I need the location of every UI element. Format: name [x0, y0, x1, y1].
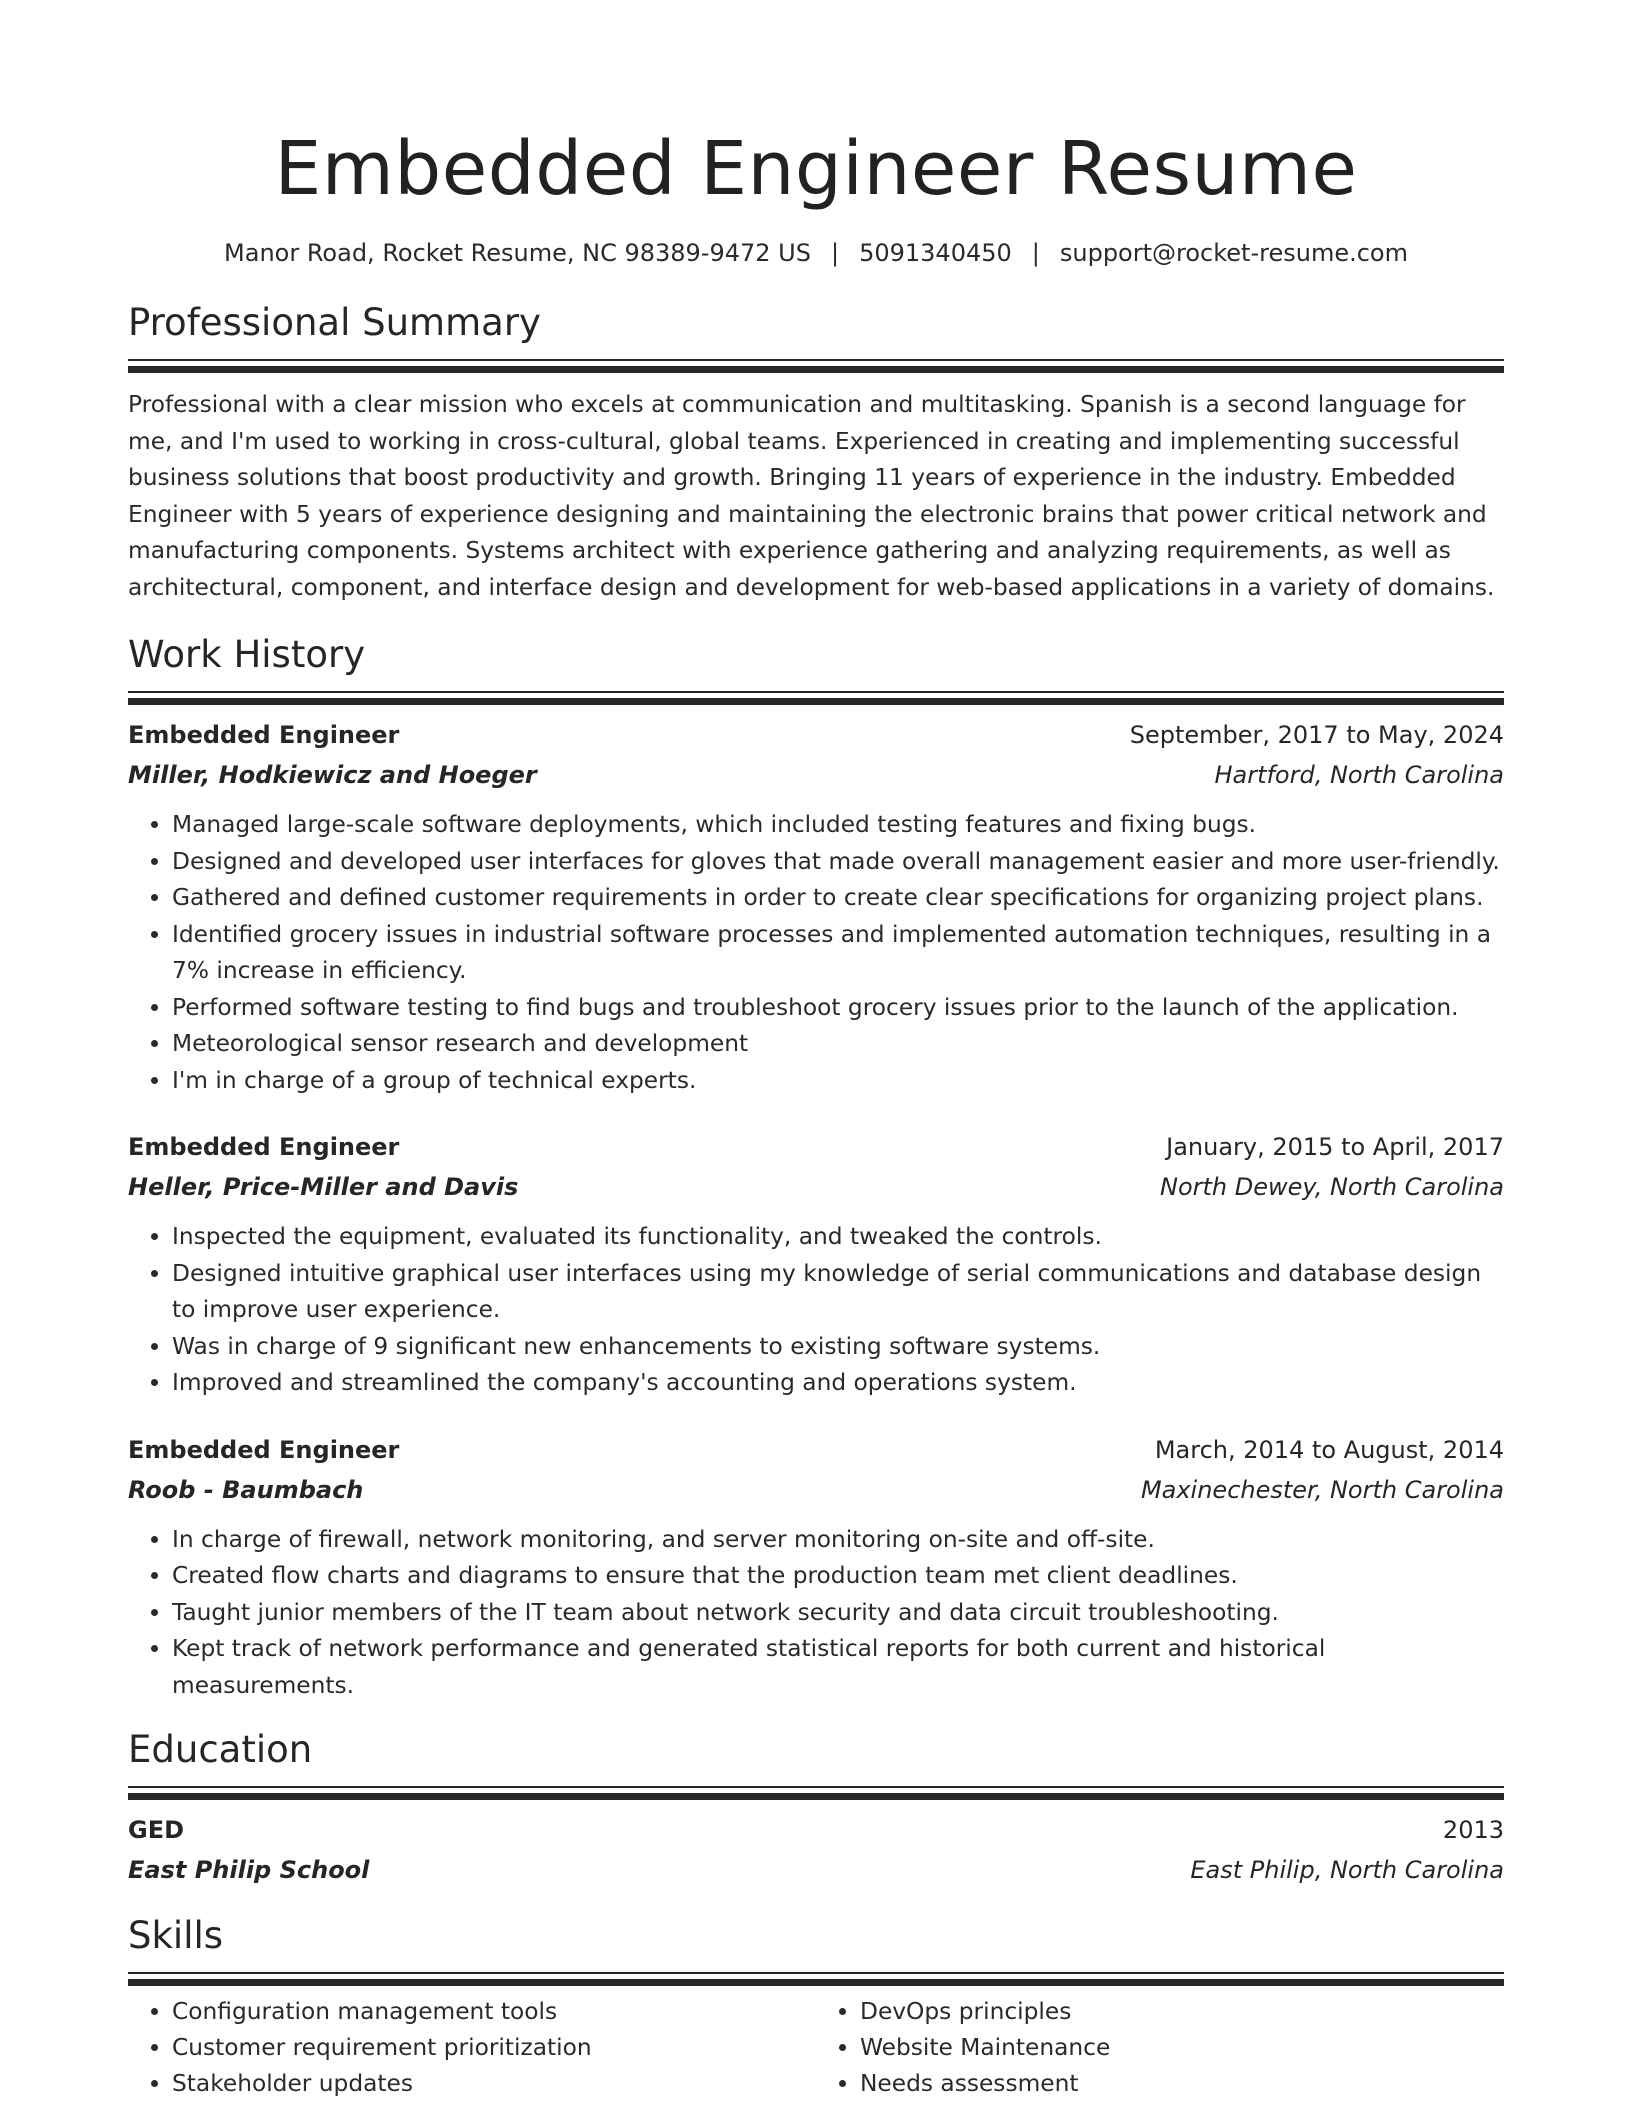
job-title: Embedded Engineer [128, 721, 400, 749]
list-item: • Identified grocery issues in industrial software processes and implemented automation techniques, resulting in a 7% increase in efficiency. [172, 917, 1504, 990]
job-dates: January, 2015 to April, 2017 [1166, 1133, 1504, 1161]
list-item: • Meteorological sensor research and development [172, 1026, 1504, 1063]
list-item: • Configuration management tools [172, 1994, 816, 2030]
education-subheader [128, 1850, 1504, 1890]
contact-address: Manor Road, Rocket Resume, NC 98389-9472 US [224, 239, 811, 267]
skills-section [128, 1912, 1504, 2102]
job-location: North Dewey, North Carolina [1159, 1173, 1504, 1201]
list-item: • Improved and streamlined the company's accounting and operations system. [172, 1365, 1504, 1402]
resume-page [128, 0, 1504, 2102]
job-bullets [128, 1219, 1504, 1402]
education-school: East Philip School [128, 1856, 370, 1884]
section-divider [128, 359, 1504, 373]
job-company: Miller, Hodkiewicz and Hoeger [128, 761, 537, 789]
section-divider [128, 691, 1504, 705]
job-dates: March, 2014 to August, 2014 [1154, 1435, 1504, 1464]
list-item: • Designed intuitive graphical user interfaces using my knowledge of serial communications and database design to improve user experience. [172, 1256, 1504, 1329]
education-degree: GED [128, 1816, 185, 1844]
list-item: • Was in charge of 9 significant new enhancements to existing software systems. [172, 1329, 1504, 1366]
list-item: • DevOps principles [860, 1994, 1504, 2030]
skills-grid [128, 1994, 1504, 2102]
list-item: • Gathered and defined customer requirements in order to create clear specifications for organizing project plans. [172, 880, 1504, 917]
section-divider [128, 1786, 1504, 1800]
job-bullets [128, 807, 1504, 1099]
list-item: • Kept track of network performance and generated statistical reports for both current and historical measurements. [172, 1631, 1504, 1704]
job-entry [128, 1430, 1504, 1705]
job-header [128, 1430, 1504, 1470]
education-section [128, 1726, 1504, 1890]
job-title: Embedded Engineer [128, 1133, 400, 1161]
list-item: • Website Maintenance [860, 2030, 1504, 2066]
job-company: Roob - Baumbach [128, 1475, 364, 1504]
job-bullets [128, 1522, 1504, 1705]
work-history-section [128, 631, 1504, 1704]
contact-separator: | [830, 239, 840, 267]
education-header [128, 1810, 1504, 1850]
contact-email: support@rocket-resume.com [1059, 239, 1408, 267]
list-item: • Designed and developed user interfaces for gloves that made overall management easier and more user-friendly. [172, 844, 1504, 881]
list-item: • Performed software testing to find bugs and troubleshoot grocery issues prior to the launch of the application. [172, 990, 1504, 1027]
job-title: Embedded Engineer [128, 1435, 400, 1464]
education-location: East Philip, North Carolina [1190, 1856, 1504, 1884]
section-title-work-history: Work History [128, 633, 366, 676]
list-item: • Managed large-scale software deployments, which included testing features and fixing bugs. [172, 807, 1504, 844]
job-dates: September, 2017 to May, 2024 [1129, 721, 1504, 749]
skills-column-left [128, 1994, 816, 2102]
list-item: • Created flow charts and diagrams to ensure that the production team met client deadlines. [172, 1558, 1504, 1595]
summary-section [128, 299, 1504, 606]
contact-phone: 5091340450 [859, 239, 1012, 267]
job-entry [128, 1127, 1504, 1402]
education-entry [128, 1810, 1504, 1890]
job-header [128, 1127, 1504, 1167]
section-divider [128, 1972, 1504, 1986]
job-subheader [128, 755, 1504, 795]
education-year: 2013 [1442, 1816, 1504, 1844]
job-location: Hartford, North Carolina [1214, 761, 1504, 789]
list-item: • In charge of firewall, network monitoring, and server monitoring on-site and off-site. [172, 1522, 1504, 1559]
list-item: • Stakeholder updates [172, 2066, 816, 2102]
section-title-summary: Professional Summary [128, 301, 541, 344]
job-subheader [128, 1167, 1504, 1207]
list-item: • Customer requirement prioritization [172, 2030, 816, 2066]
list-item: • Taught junior members of the IT team about network security and data circuit troubleshooting. [172, 1595, 1504, 1632]
list-item: • Needs assessment [860, 2066, 1504, 2102]
contact-separator: | [1031, 239, 1040, 267]
job-entry [128, 715, 1504, 1099]
list-item: • Inspected the equipment, evaluated its functionality, and tweaked the controls. [172, 1219, 1504, 1256]
section-title-skills: Skills [128, 1914, 224, 1957]
job-location: Maxinechester, North Carolina [1140, 1475, 1504, 1504]
section-title-education: Education [128, 1728, 313, 1771]
skills-column-right [816, 1994, 1504, 2102]
job-subheader [128, 1470, 1504, 1510]
contact-line [128, 236, 1504, 270]
job-header [128, 715, 1504, 755]
job-company: Heller, Price-Miller and Davis [128, 1173, 519, 1201]
list-item: • I'm in charge of a group of technical experts. [172, 1063, 1504, 1100]
summary-text: Professional with a clear mission who excels at communication and multitasking. Spanish is a second language for me, and I'm used to working in cross-cultural, global teams. Experienced in creating and implementing successful business solutions that boost productivity and growth. Bringing 11 years of experience in the industry. Embedded Engineer with 5 years of experience designing and maintaining the electronic brains that power critical network and manufacturing components. Systems architect with experience gathering and analyzing requirements, as well as architectural, component, and interface design and development for web-based applications in a variety of domains. [128, 391, 1495, 601]
resume-title: Embedded Engineer Resume [274, 126, 1358, 212]
